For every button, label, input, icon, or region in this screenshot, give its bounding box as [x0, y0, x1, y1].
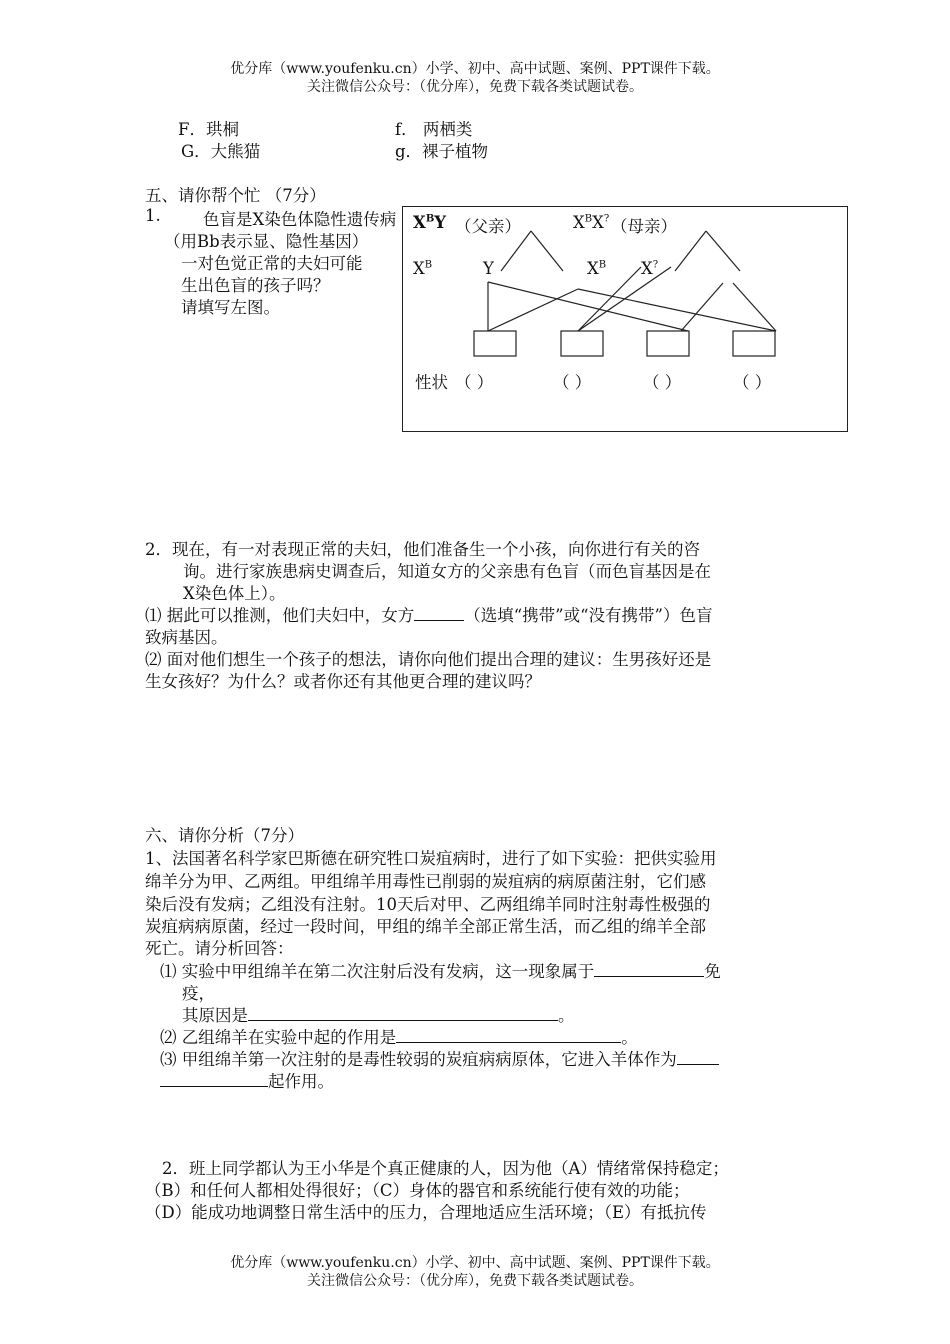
s6-sub-3: ⑶ 甲组绵羊第一次注射的是毒性较弱的炭疽病病原体，它进入羊体作为	[160, 1046, 719, 1070]
section6-title: 六、请你分析（7分）	[145, 826, 304, 845]
footer-line-2: 关注微信公众号：（优分库），免费下载各类试题试卷。	[307, 1273, 643, 1289]
match-F: F．珙桐	[178, 120, 239, 139]
trait-blank-4[interactable]: （ ）	[733, 373, 772, 392]
father-label: （父亲）	[455, 217, 521, 236]
s6-q2-line-1: 2．班上同学都认为王小华是个真正健康的人，因为他（A）情绪常保持稳定；	[162, 1159, 729, 1178]
immunity-type-blank[interactable]	[594, 962, 704, 977]
antigen-blank-2[interactable]	[160, 1072, 268, 1087]
q1-line-3: 一对色觉正常的夫妇可能	[181, 254, 363, 273]
footer-line-1: 优分库（www.youfenku.cn）小学、初中、高中试题、案例、PPT课件下载。	[230, 1255, 720, 1271]
match-f: f． 两栖类	[395, 120, 473, 139]
gamete-father-x: $X^B$	[413, 259, 433, 278]
offspring-box-2[interactable]	[561, 331, 603, 356]
trait-label: 性状	[415, 373, 448, 392]
gamete-father-y: Y	[483, 259, 494, 278]
q1-line-1: 色盲是X染色体隐性遗传病	[203, 210, 397, 229]
q2-part-2: ⑵ 面对他们想生一个孩子的想法，请你向他们提出合理的建议：生男孩好还是	[145, 650, 712, 669]
father-genotype: $X^BY$	[413, 213, 447, 232]
s6-q2-line-3: （D）能成功地调整日常生活中的压力，合理地适应生活环境；（E）有抵抗传	[145, 1203, 707, 1222]
q1-line-2: （用Bb表示显、隐性基因）	[164, 232, 369, 251]
mother-genotype: $X^BX^?$	[573, 213, 610, 232]
mother-label: （母亲）	[611, 217, 677, 236]
header-line-2: 关注微信公众号：（优分库），免费下载各类试题试卷。	[307, 79, 643, 95]
trait-blank-1[interactable]: （ ）	[455, 373, 494, 392]
reason-blank[interactable]	[248, 1006, 558, 1021]
q2-line-1: 2．现在，有一对表现正常的夫妇，他们准备生一个小孩，向你进行有关的咨	[145, 540, 700, 559]
offspring-box-1[interactable]	[474, 331, 516, 356]
q2-part-2-cont: 生女孩好？为什么？或者你还有其他更合理的建议吗？	[145, 672, 541, 691]
offspring-box-4[interactable]	[733, 331, 775, 356]
s6-q1-line-1: 1、法国著名科学家巴斯德在研究牲口炭疽病时，进行了如下实验：把供实验用	[145, 849, 717, 868]
q2-part-1: ⑴ 据此可以推测，他们夫妇中，女方 （选填“携带”或“没有携带”）色盲	[145, 606, 713, 625]
s6-q1-line-5: 死亡。请分析回答：	[145, 939, 294, 958]
trait-blank-3[interactable]: （ ）	[643, 373, 682, 392]
cross-lines	[403, 207, 847, 431]
match-G: G．大熊猫	[181, 142, 261, 161]
s6-sub-1: ⑴ 实验中甲组绵羊在第二次注射后没有发病，这一现象属于 免	[160, 962, 721, 981]
trait-blank-2[interactable]: （ ）	[553, 373, 592, 392]
gamete-mother-x1: $X^B$	[587, 259, 607, 278]
q2-part-1-cont: 致病基因。	[145, 628, 228, 647]
s6-sub-3-cont: 起作用。	[160, 1068, 334, 1092]
gamete-mother-x2: X?	[641, 259, 659, 278]
antigen-blank-1[interactable]	[677, 1050, 719, 1065]
s6-q1-line-2: 绵羊分为甲、乙两组。甲组绵羊用毒性已削弱的炭疽病的病原菌注射，它们感	[145, 872, 706, 891]
header-line-1: 优分库（www.youfenku.cn）小学、初中、高中试题、案例、PPT课件下载。	[230, 61, 720, 77]
s6-q1-line-3: 染后没有发病；乙组没有注射。10天后对甲、乙两组绵羊同时注射毒性极强的	[145, 895, 711, 914]
q2-line-3: X染色体上）。	[183, 584, 286, 603]
s6-q2-line-2: （B）和任何人都相处得很好；（C）身体的器官和系统能行使有效的功能；	[145, 1181, 690, 1200]
q2-line-2: 询。进行家族患病史调查后，知道女方的父亲患有色盲（而色盲基因是在	[183, 562, 711, 581]
q1-line-4: 生出色盲的孩子吗？	[181, 276, 330, 295]
s6-sub-1-cont: 疫，	[182, 984, 215, 1003]
offspring-box-3[interactable]	[647, 331, 689, 356]
control-role-blank[interactable]	[396, 1028, 621, 1043]
q2-answer-blank[interactable]	[414, 606, 464, 621]
section5-title: 五、请你帮个忙 （7分）	[145, 186, 326, 205]
match-g: g．裸子植物	[395, 142, 489, 161]
q1-line-5: 请填写左图。	[181, 298, 280, 317]
s6-sub-2: ⑵ 乙组绵羊在实验中起的作用是 。	[160, 1028, 638, 1047]
s6-q1-line-4: 炭疽病病原菌，经过一段时间，甲组的绵羊全部正常生活，而乙组的绵羊全部	[145, 917, 706, 936]
q1-number: 1.	[145, 206, 161, 225]
genetics-diagram	[402, 206, 848, 432]
s6-sub-1-reason: 其原因是 。	[182, 1006, 575, 1025]
